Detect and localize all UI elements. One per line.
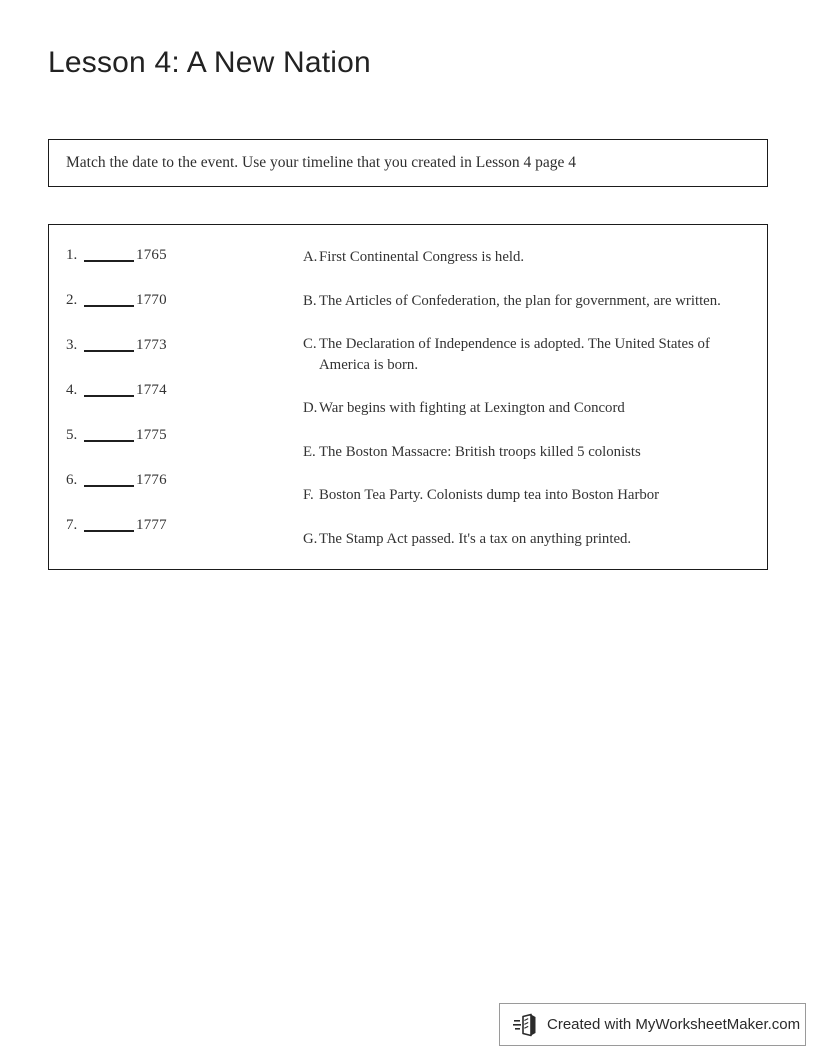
- answer-blank[interactable]: [84, 427, 134, 442]
- item-year: 1777: [136, 517, 167, 533]
- option-item: [303, 442, 743, 463]
- item-number: 2.: [66, 292, 78, 308]
- match-item[interactable]: [66, 292, 301, 337]
- item-number: 6.: [66, 472, 78, 488]
- footer-badge[interactable]: [499, 1003, 806, 1046]
- option-text: The Articles of Confederation, the plan for government, are written.: [319, 292, 721, 309]
- option-letter: F.: [303, 487, 314, 503]
- match-item[interactable]: [66, 247, 301, 292]
- item-year: 1776: [136, 472, 167, 488]
- option-item: [303, 291, 743, 312]
- item-number: 1.: [66, 247, 78, 263]
- item-year: 1765: [136, 247, 167, 263]
- item-number: 4.: [66, 382, 78, 398]
- instruction-box: [48, 139, 768, 187]
- option-text: War begins with fighting at Lexington and Concord: [319, 400, 625, 416]
- item-year: 1773: [136, 337, 167, 353]
- match-item[interactable]: [66, 517, 301, 562]
- option-item: [303, 247, 743, 268]
- item-number: 3.: [66, 337, 78, 353]
- option-item: [303, 485, 743, 506]
- match-item[interactable]: [66, 427, 301, 472]
- option-text: First Continental Congress is held.: [319, 249, 525, 265]
- option-text: Boston Tea Party. Colonists dump tea into Boston Harbor: [319, 487, 660, 503]
- option-text: The Declaration of Independence is adopted. The United States of America is born.: [319, 336, 710, 373]
- answer-blank[interactable]: [84, 292, 134, 307]
- page-title: Lesson 4: A New Nation: [48, 46, 371, 79]
- badge-text: Created with MyWorksheetMaker.com: [547, 1016, 801, 1033]
- instruction-text: Match the date to the event. Use your timeline that you created in Lesson 4 page 4: [66, 153, 577, 171]
- match-item[interactable]: [66, 337, 301, 382]
- option-letter: B.: [303, 292, 317, 309]
- option-letter: G.: [303, 530, 318, 547]
- answer-blank[interactable]: [84, 517, 134, 532]
- answer-blank[interactable]: [84, 382, 134, 397]
- option-item: [303, 529, 743, 550]
- item-year: 1774: [136, 382, 167, 398]
- item-number: 7.: [66, 517, 78, 533]
- match-item[interactable]: [66, 382, 301, 427]
- option-item: [303, 334, 743, 375]
- answer-blank[interactable]: [84, 472, 134, 487]
- options-column: [303, 247, 743, 572]
- matching-exercise-box: [48, 224, 768, 570]
- option-item: [303, 398, 743, 419]
- dates-column: [66, 247, 301, 562]
- option-letter: E.: [303, 443, 316, 460]
- answer-blank[interactable]: [84, 337, 134, 352]
- match-item[interactable]: [66, 472, 301, 517]
- option-text: The Stamp Act passed. It's a tax on anything printed.: [319, 530, 632, 547]
- option-text: The Boston Massacre: British troops killed 5 colonists: [319, 443, 641, 460]
- item-year: 1770: [136, 292, 167, 308]
- option-letter: A.: [303, 249, 318, 265]
- myworksheetmaker-logo-icon: [513, 1013, 539, 1037]
- answer-blank[interactable]: [84, 247, 134, 262]
- item-number: 5.: [66, 427, 78, 443]
- option-letter: C.: [303, 336, 317, 352]
- option-letter: D.: [303, 400, 318, 416]
- item-year: 1775: [136, 427, 167, 443]
